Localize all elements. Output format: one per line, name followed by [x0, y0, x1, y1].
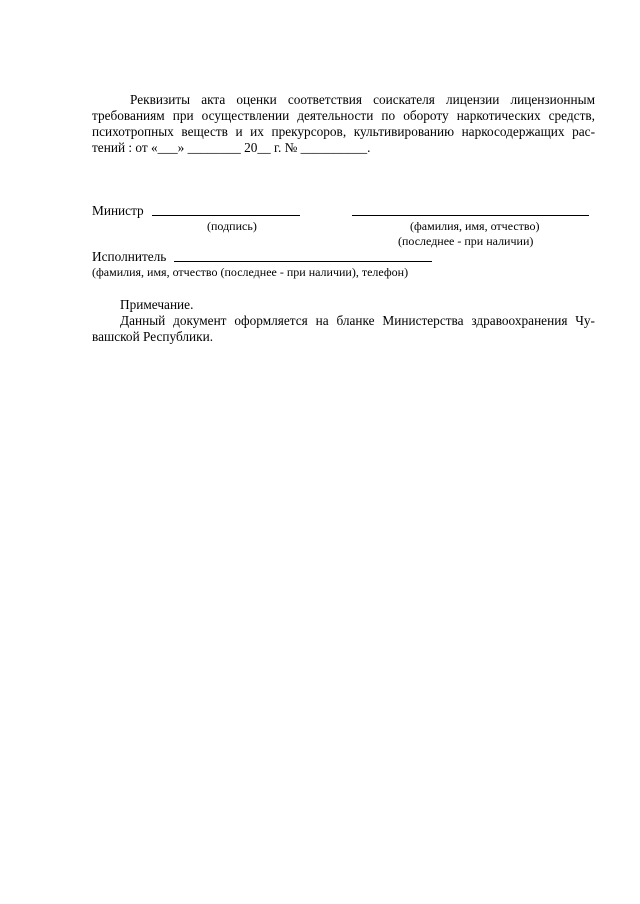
- signature-caption: (подпись): [207, 219, 257, 233]
- note-line-1: Данный документ оформляется на бланке Министерства здравоохранения Чу-: [120, 313, 595, 328]
- executor-caption: (фамилия, имя, отчество (последнее - при наличии), телефон): [92, 265, 409, 279]
- minister-signature-line: [152, 215, 300, 216]
- requisites-line-3: психотропных веществ и их прекурсоров, культивированию наркосодержащих рас-: [92, 124, 595, 139]
- name-caption-1: (фамилия, имя, отчество): [410, 219, 540, 233]
- requisites-line-2: требованиям при осуществлении деятельности по обороту наркотических средств,: [92, 108, 595, 123]
- minister-name-line: [352, 215, 589, 216]
- executor-label: Исполнитель: [92, 249, 167, 264]
- minister-label: Министр: [92, 203, 144, 218]
- requisites-line-1: Реквизиты акта оценки соответствия соискателя лицензии лицензионным: [130, 92, 595, 107]
- note-line-2: вашской Республики.: [92, 329, 214, 344]
- requisites-line-4: тений : от «___» ________ 20__ г. № __________.: [92, 140, 371, 155]
- name-caption-2: (последнее - при наличии): [398, 234, 534, 248]
- executor-line: [174, 261, 432, 262]
- note-title: Примечание.: [120, 297, 194, 312]
